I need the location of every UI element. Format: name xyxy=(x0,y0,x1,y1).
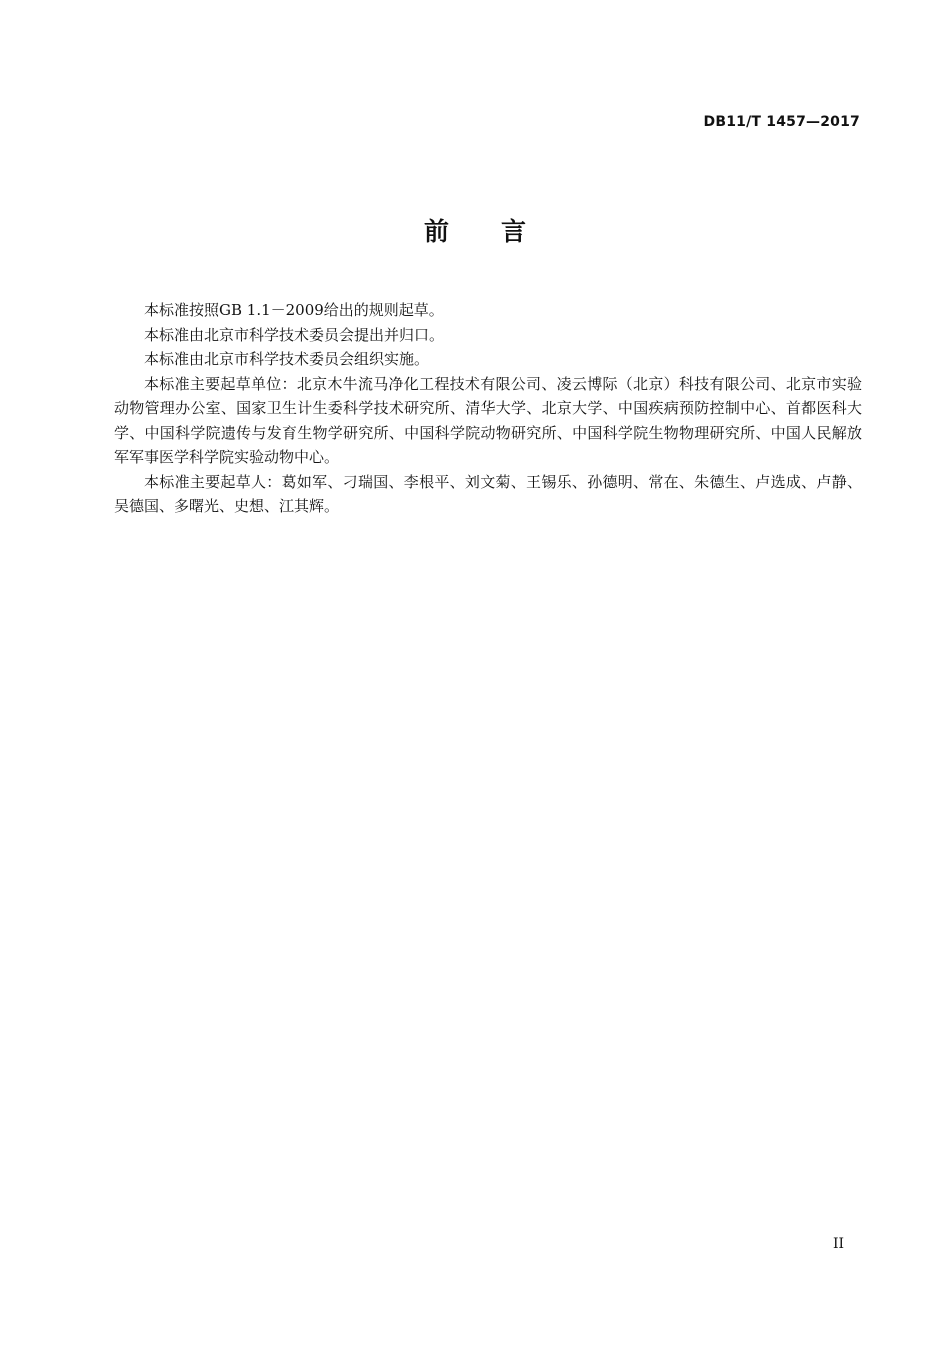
paragraph-implementer: 本标准由北京市科学技术委员会组织实施。 xyxy=(144,350,430,368)
paragraph-drafters: 本标准主要起草人：葛如军、刁瑞国、李根平、刘文菊、王锡乐、孙德明、常在、朱德生、卢选成、卢静、吴德国、多曙光、史想、江其辉。 xyxy=(114,472,862,515)
page-number: II xyxy=(832,1236,844,1252)
title-char-2: 言 xyxy=(501,217,527,246)
title-char-1: 前 xyxy=(423,217,449,246)
page-title xyxy=(0,212,950,248)
document-code: DB11/T 1457—2017 xyxy=(703,114,860,130)
paragraph-drafting-rules: 本标准按照GB 1.1－2009给出的规则起草。 xyxy=(144,301,444,319)
foreword-body xyxy=(114,298,862,519)
paragraph-proposer: 本标准由北京市科学技术委员会提出并归口。 xyxy=(144,325,445,344)
paragraph-drafting-units: 本标准主要起草单位：北京木牛流马净化工程技术有限公司、凌云博际（北京）科技有限公司、北京市实验动物管理办公室、国家卫生计生委科学技术研究所、清华大学、北京大学、中国疾病预防控制中心、首都医科大学、中国科学院遗传与发育生物学研究所、中国科学院动物研究所、中国科学院生物物理研究所、中国人民解放军军事医学科学院实验动物中心。 xyxy=(114,374,862,466)
